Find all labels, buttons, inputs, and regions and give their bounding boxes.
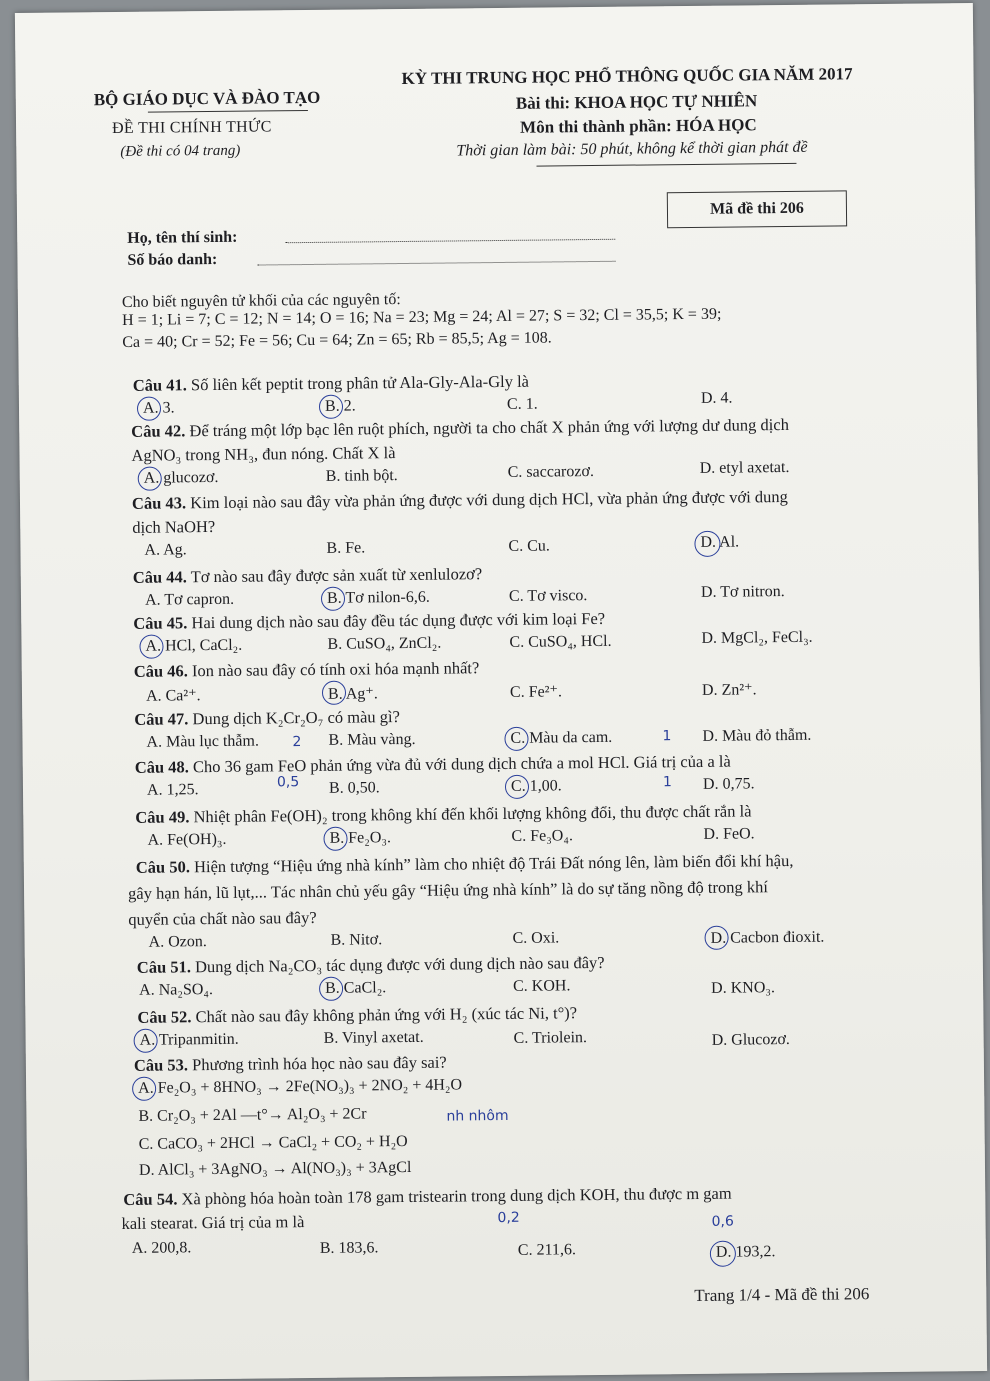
question-42: Câu 42. Để tráng một lớp bạc lên ruột phích, người ta cho chất X phản ứng với lượng dư dung dịch <box>131 414 790 441</box>
page-count-note: (Đề thi có 04 trang) <box>120 142 241 160</box>
q47-mark-c <box>504 727 528 751</box>
q48-option-c[interactable]: C. 1,00. <box>510 777 562 795</box>
q43-option-b[interactable]: B. Fe. <box>326 539 366 557</box>
question-45: Câu 45. Hai dung dịch nào sau đây đều tác dụng được với kim loại Fe? <box>133 608 606 633</box>
q45-option-d[interactable]: D. MgCl₂, FeCl₃. <box>701 628 813 647</box>
question-52: Câu 52. Chất nào sau đây không phản ứng với H₂ (xúc tác Ni, t°)? <box>137 1003 578 1027</box>
question-47: Câu 47. Dung dịch K₂Cr₂O₇ có màu gì? <box>134 707 401 729</box>
q42-option-d[interactable]: D. etyl axetat. <box>699 458 790 477</box>
q42-option-b[interactable]: B. tinh bột. <box>325 467 398 485</box>
q54-option-a[interactable]: A. 200,8. <box>131 1239 192 1257</box>
q48-handwritten-note-2: 1 <box>662 774 672 791</box>
q43-option-d[interactable]: D. Al. <box>700 533 740 551</box>
q45-mark-a <box>139 635 163 659</box>
q44-option-a[interactable]: A. Tơ capron. <box>144 590 235 609</box>
q41-mark-b <box>319 395 343 419</box>
question-51: Câu 51. Dung dịch Na₂CO₃ tác dụng được với dung dịch nào sau đây? <box>136 952 605 977</box>
q46-option-b[interactable]: B. Ag⁺. <box>327 685 378 703</box>
q53-option-c[interactable]: C. CaCO₃ + 2HCl → CaCl₂ + CO₂ + H₂O <box>138 1133 408 1153</box>
q53-option-d[interactable]: D. AlCl₃ + 3AgNO₃ → Al(NO₃)₃ + 3AgCl <box>138 1158 412 1179</box>
q45-option-a[interactable]: A. HCl, CaCl₂. <box>145 636 243 655</box>
q42-mark-a <box>138 467 162 491</box>
q49-option-c[interactable]: C. Fe₃O₄. <box>511 827 573 845</box>
exam-part: Bài thi: KHOA HỌC TỰ NHIÊN <box>515 91 758 113</box>
q52-option-b[interactable]: B. Vinyl axetat. <box>323 1028 424 1047</box>
q49-option-d[interactable]: D. FeO. <box>703 825 755 843</box>
q41-option-b[interactable]: B. 2. <box>324 397 356 415</box>
q48-option-a[interactable]: A. 1,25. <box>146 781 199 799</box>
q54-mark-d <box>710 1241 736 1267</box>
q44-mark-b <box>321 587 345 611</box>
q49-option-a[interactable]: A. Fe(OH)₃. <box>147 830 227 849</box>
q52-mark-a <box>134 1029 158 1053</box>
q42-option-c[interactable]: C. saccarozơ. <box>507 463 594 481</box>
question-53: Câu 53. Phương trình hóa học nào sau đây sai? <box>133 1052 447 1075</box>
question-43: Câu 43. Kim loại nào sau đây vừa phản ứng được với dung dịch HCl, vừa phản ứng được với dung <box>131 486 788 513</box>
q48-option-b[interactable]: B. 0,50. <box>328 779 380 797</box>
q44-option-b[interactable]: B. Tơ nilon-6,6. <box>326 588 430 607</box>
q44-option-c[interactable]: C. Tơ visco. <box>508 587 588 605</box>
question-42-cont: AgNO₃ trong NH₃, đun nóng. Chất X là <box>131 443 396 465</box>
q54-option-d[interactable]: D. 193,2. <box>715 1243 776 1261</box>
candidate-id-label: Số báo danh: <box>127 250 218 269</box>
q46-mark-b <box>322 681 346 705</box>
question-48: Câu 48. Cho 36 gam FeO phản ứng vừa đủ với dung dịch chứa a mol HCl. Giá trị của a là <box>134 751 731 777</box>
q41-mark-a <box>137 397 161 421</box>
q47-option-d[interactable]: D. Màu đỏ thẫm. <box>702 726 812 745</box>
q52-option-a[interactable]: A. Tripanmitin. <box>139 1030 239 1049</box>
q51-option-c[interactable]: C. KOH. <box>512 977 571 995</box>
question-41: Câu 41. Số liên kết peptit trong phân tử Ala-Gly-Ala-Gly là <box>132 371 530 395</box>
q50-option-d[interactable]: D. Cacbon đioxit. <box>710 928 825 947</box>
q54-handwritten-note-1: 0,2 <box>497 1209 520 1227</box>
q42-option-a[interactable]: A. glucozơ. <box>143 468 219 487</box>
q53-mark-a <box>132 1077 156 1101</box>
q50-option-b[interactable]: B. Nitơ. <box>330 931 383 949</box>
q47-handwritten-note: 1 <box>662 728 672 745</box>
question-54: Câu 54. Xà phòng hóa hoàn toàn 178 gam tristearin trong dung dịch KOH, thu được m gam <box>123 1183 732 1209</box>
q44-handwritten-mark: 2 <box>292 734 302 751</box>
page-footer: Trang 1/4 - Mã đề thi 206 <box>694 1284 870 1306</box>
q50-mark-d <box>704 926 728 950</box>
q46-option-a[interactable]: A. Ca²⁺. <box>145 687 201 705</box>
q52-option-d[interactable]: D. Glucozơ. <box>711 1030 790 1049</box>
q43-mark-d <box>694 531 720 557</box>
question-44: Câu 44. Tơ nào sau đây được sản xuất từ xenlulozơ? <box>132 564 483 587</box>
exam-subject: Môn thi thành phần: HÓA HỌC <box>519 115 757 137</box>
candidate-name-label: Họ, tên thí sinh: <box>127 228 238 247</box>
exam-paper <box>15 3 987 1381</box>
q50-option-a[interactable]: A. Ozon. <box>148 933 207 951</box>
q47-option-c[interactable]: C. Màu da cam. <box>510 728 613 747</box>
q44-option-d[interactable]: D. Tơ nitron. <box>700 583 785 601</box>
time-underline <box>536 163 796 167</box>
question-50: Câu 50. Hiện tượng “Hiệu ứng nhà kính” làm cho nhiệt độ Trái Đất nóng lên, làm biến đổi khí hậu, <box>135 850 794 877</box>
atomic-mass-line-2: Ca = 40; Cr = 52; Fe = 56; Cu = 64; Zn = 65; Rb = 85,5; Ag = 108. <box>122 329 552 351</box>
q41-option-c[interactable]: C. 1. <box>506 395 538 413</box>
q43-option-c[interactable]: C. Cu. <box>508 537 550 555</box>
exam-code-box: Mã đề thi 206 <box>667 190 847 228</box>
q54-handwritten-note-2: 0,6 <box>711 1213 734 1230</box>
q51-mark-b <box>319 977 343 1001</box>
q49-option-b[interactable]: B. Fe₂O₃. <box>329 829 391 847</box>
q51-option-b[interactable]: B. CaCl₂. <box>325 979 387 997</box>
q52-option-c[interactable]: C. Triolein. <box>513 1029 588 1047</box>
ministry-underline <box>148 110 308 113</box>
question-46: Câu 46. Ion nào sau đây có tính oxi hóa mạnh nhất? <box>133 658 480 681</box>
question-49: Câu 49. Nhiệt phân Fe(OH)₂ trong không khí đến khối lượng không đổi, thu được chất rắn là <box>135 801 752 827</box>
official-exam-label: ĐỀ THI CHÍNH THỨC <box>111 118 272 138</box>
question-50-cont-1: gây hạn hán, lũ lụt,... Tác nhân chủ yếu gây “Hiệu ứng nhà kính” là do sự tăng nồng độ trong khí <box>127 877 769 903</box>
q54-option-c[interactable]: C. 211,6. <box>517 1241 577 1259</box>
q45-option-b[interactable]: B. CuSO₄, ZnCl₂. <box>327 634 442 653</box>
q48-handwritten-note-1: 0,5 <box>276 774 300 791</box>
candidate-name-line[interactable] <box>285 239 615 243</box>
q54-option-b[interactable]: B. 183,6. <box>319 1239 379 1257</box>
atomic-mass-intro: Cho biết nguyên tử khối của các nguyên tố: <box>121 291 401 311</box>
q46-option-c[interactable]: C. Fe²⁺. <box>509 683 563 701</box>
q46-option-d[interactable]: D. Zn²⁺. <box>701 681 757 699</box>
q48-option-d[interactable]: D. 0,75. <box>702 775 755 793</box>
question-50-cont-2: quyển của chất nào sau đây? <box>128 907 317 929</box>
q53-handwritten-note: nh nhôm <box>446 1107 509 1125</box>
ministry-name: BỘ GIÁO DỤC VÀ ĐÀO TẠO <box>93 87 321 110</box>
q43-option-a[interactable]: A. Ag. <box>144 541 187 559</box>
q41-option-a[interactable]: A. 3. <box>142 399 175 417</box>
q47-option-b[interactable]: B. Màu vàng. <box>328 730 416 749</box>
exam-title: KỲ THI TRUNG HỌC PHỔ THÔNG QUỐC GIA NĂM 2017 <box>401 64 853 89</box>
q53-option-b[interactable]: B. Cr₂O₃ + 2Al —t°→ Al₂O₃ + 2Cr <box>138 1105 367 1125</box>
q53-option-a[interactable]: A. Fe₂O₃ + 8HNO₃ → 2Fe(NO₃)₃ + 2NO₂ + 4H₂O <box>138 1076 463 1097</box>
exam-time: Thời gian làm bài: 50 phút, không kể thời gian phát đề <box>456 138 808 160</box>
q45-option-c[interactable]: C. CuSO₄, HCl. <box>509 632 612 651</box>
q51-option-d[interactable]: D. KNO₃. <box>711 979 775 997</box>
q48-mark-c <box>505 775 529 799</box>
question-54-cont: kali stearat. Giá trị của m là <box>121 1212 305 1234</box>
question-43-cont: dịch NaOH? <box>132 516 216 537</box>
q49-mark-b <box>323 827 347 851</box>
q47-option-a[interactable]: A. Màu lục thẫm. <box>146 732 260 751</box>
q51-option-a[interactable]: A. Na₂SO₄. <box>139 981 214 999</box>
candidate-id-line[interactable] <box>258 261 616 266</box>
atomic-mass-line-1: H = 1; Li = 7; C = 12; N = 14; O = 16; Na = 23; Mg = 24; Al = 27; S = 32; Cl = 35,5; K = 39; <box>121 305 722 329</box>
q41-option-d[interactable]: D. 4. <box>700 389 733 407</box>
q50-option-c[interactable]: C. Oxi. <box>512 929 560 947</box>
